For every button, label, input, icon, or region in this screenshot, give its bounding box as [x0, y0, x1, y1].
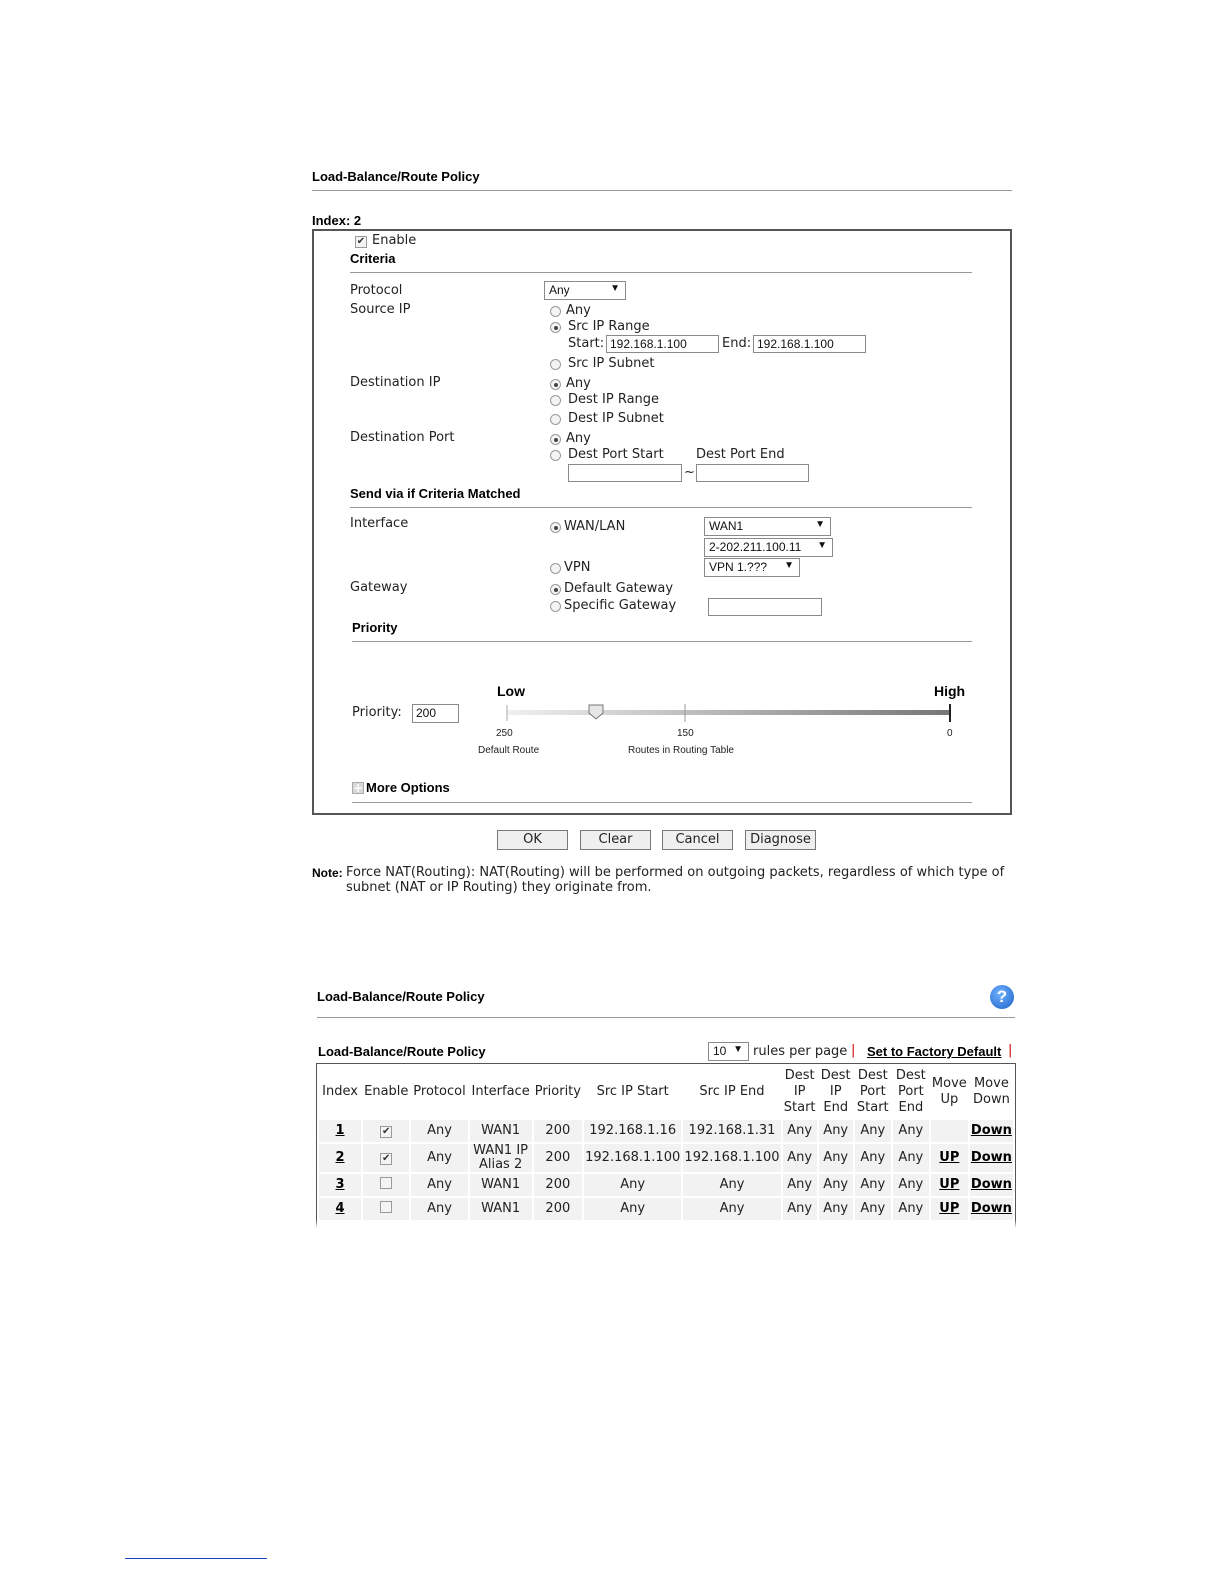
row-move-down-link[interactable]: Down — [970, 1177, 1012, 1192]
vpn-label: VPN — [564, 560, 591, 575]
row-port-start: Any — [855, 1120, 891, 1142]
col-dest-port-end: Dest Port End — [895, 1068, 926, 1115]
col-dest-port-start: Dest Port Start — [856, 1068, 889, 1115]
col-priority: Priority — [534, 1084, 581, 1099]
port-any-label: Any — [566, 431, 591, 446]
row-interface: WAN1 — [470, 1198, 532, 1220]
list-subtitle: Load-Balance/Route Policy — [318, 1044, 486, 1059]
row-move-down-link[interactable]: Down — [970, 1150, 1012, 1165]
diagnose-button[interactable]: Diagnose — [745, 830, 816, 850]
col-src-ip-start: Src IP Start — [596, 1084, 669, 1099]
wan-select-value: WAN1 — [709, 519, 744, 533]
enable-checkbox[interactable]: ✔ — [356, 236, 366, 247]
port-start-input[interactable] — [568, 464, 682, 482]
note-line-1: Force NAT(Routing): NAT(Routing) will be performed on outgoing packets, regardless of which type of — [346, 865, 1005, 880]
specific-gateway-input[interactable] — [708, 598, 822, 616]
dest-any-label: Any — [566, 376, 591, 391]
dest-port-label: Destination Port — [350, 430, 455, 445]
protocol-label: Protocol — [350, 283, 403, 298]
send-via-heading: Send via if Criteria Matched — [350, 486, 521, 501]
rules-per-page-label: rules per page — [753, 1044, 848, 1059]
row-port-end: Any — [893, 1144, 929, 1172]
row-src-start: 192.168.1.16 — [584, 1120, 681, 1142]
default-gateway-label: Default Gateway — [564, 581, 674, 596]
interface-label: Interface — [350, 516, 409, 531]
row-dst-start: Any — [783, 1174, 817, 1196]
row-enable-checkbox[interactable] — [380, 1177, 392, 1189]
row-protocol: Any — [411, 1174, 467, 1196]
note-label: Note: — [312, 866, 343, 880]
end-label: End: — [722, 336, 752, 351]
col-index: Index — [322, 1084, 358, 1099]
index-label: Index: 2 — [312, 213, 362, 228]
src-subnet-label: Src IP Subnet — [568, 356, 655, 371]
src-any-label: Any — [566, 303, 591, 318]
note-line-2: subnet (NAT or IP Routing) they originate from. — [346, 880, 652, 895]
row-src-end: Any — [683, 1198, 780, 1220]
row-enable-checkbox[interactable]: ✔ — [382, 1153, 391, 1164]
dropdown-arrow-icon: ▼ — [815, 519, 825, 530]
dest-range-radio[interactable] — [550, 395, 561, 406]
wan-lan-label: WAN/LAN — [564, 519, 626, 534]
dest-range-label: Dest IP Range — [568, 392, 660, 407]
row-protocol: Any — [411, 1144, 467, 1172]
dest-subnet-radio[interactable] — [550, 414, 561, 425]
rules-table — [317, 1064, 1015, 1222]
row-protocol: Any — [411, 1198, 467, 1220]
row-move-down-link[interactable]: Down — [970, 1201, 1012, 1216]
vpn-select-value: VPN 1.??? — [709, 560, 768, 574]
row-index-link[interactable]: 2 — [335, 1150, 345, 1165]
row-enable-checkbox[interactable]: ✔ — [382, 1126, 391, 1137]
send-via-divider — [350, 507, 972, 508]
port-range-radio[interactable] — [550, 450, 561, 461]
row-dst-end: Any — [819, 1174, 853, 1196]
port-end-label: Dest Port End — [696, 447, 785, 462]
col-protocol: Protocol — [413, 1084, 466, 1099]
row-dst-end: Any — [819, 1198, 853, 1220]
row-src-end: 192.168.1.31 — [683, 1120, 780, 1142]
src-range-label: Src IP Range — [568, 319, 650, 334]
factory-default-link[interactable]: Set to Factory Default — [867, 1044, 1002, 1059]
row-priority: 200 — [534, 1120, 582, 1142]
source-ip-label: Source IP — [350, 302, 411, 317]
list-title-divider — [317, 1017, 1015, 1018]
plus-icon[interactable]: + — [353, 781, 364, 795]
criteria-divider — [350, 272, 972, 273]
priority-slider[interactable] — [500, 700, 960, 730]
default-gateway-radio[interactable] — [550, 584, 561, 595]
port-start-label: Dest Port Start — [568, 447, 664, 462]
form-title: Load-Balance/Route Policy — [312, 169, 480, 184]
dest-ip-label: Destination IP — [350, 375, 441, 390]
row-port-end: Any — [893, 1120, 929, 1142]
footer-rule — [125, 1558, 267, 1559]
more-options-divider — [352, 802, 972, 803]
src-start-input[interactable]: 192.168.1.100 — [606, 335, 719, 353]
dropdown-arrow-icon: ▼ — [610, 283, 620, 294]
row-dst-start: Any — [783, 1144, 817, 1172]
row-move-up-link[interactable]: UP — [939, 1177, 960, 1192]
col-move-up: Move Up — [931, 1076, 967, 1107]
enable-label: Enable — [372, 233, 417, 248]
separator-2: | — [1008, 1043, 1013, 1058]
col-enable: Enable — [364, 1084, 409, 1099]
slider-low-label: Low — [497, 683, 525, 699]
table-header-row — [319, 1066, 1013, 1118]
row-priority: 200 — [534, 1174, 582, 1196]
col-dest-ip-end: Dest IP End — [820, 1068, 851, 1115]
more-options-link[interactable]: More Options — [366, 780, 450, 795]
src-range-radio[interactable] — [550, 322, 561, 333]
port-end-input[interactable] — [696, 464, 809, 482]
table-fade — [316, 1220, 1016, 1228]
clear-button[interactable]: Clear — [580, 830, 651, 850]
row-priority: 200 — [534, 1144, 582, 1172]
vpn-radio[interactable] — [550, 563, 561, 574]
row-dst-start: Any — [783, 1198, 817, 1220]
row-src-start: Any — [584, 1174, 681, 1196]
priority-heading: Priority — [352, 620, 398, 635]
separator-1: | — [851, 1043, 856, 1058]
row-src-end: 192.168.1.100 — [683, 1144, 780, 1172]
ip-alias-select[interactable] — [704, 538, 833, 557]
priority-divider — [352, 641, 972, 642]
row-index-link[interactable]: 3 — [335, 1177, 345, 1192]
rules-per-page-value: 10 — [713, 1044, 727, 1058]
criteria-heading: Criteria — [350, 251, 396, 266]
vpn-select[interactable] — [704, 558, 800, 577]
tick-150: 150 — [677, 728, 694, 739]
wan-lan-radio[interactable] — [550, 522, 561, 533]
row-src-start: 192.168.1.100 — [584, 1144, 681, 1172]
row-move-down-link[interactable]: Down — [970, 1123, 1012, 1138]
row-src-start: Any — [584, 1198, 681, 1220]
row-port-start: Any — [855, 1198, 891, 1220]
row-enable-checkbox[interactable] — [380, 1201, 392, 1213]
row-interface: WAN1 IP Alias 2 — [470, 1144, 532, 1172]
dest-subnet-label: Dest IP Subnet — [568, 411, 664, 426]
rules-per-page-select[interactable] — [708, 1042, 749, 1061]
tick-250: 250 — [496, 728, 513, 739]
routes-in-table-label: Routes in Routing Table — [628, 745, 734, 756]
row-interface: WAN1 — [470, 1174, 532, 1196]
col-move-down: Move Down — [972, 1076, 1010, 1107]
slider-thumb — [589, 705, 603, 719]
cancel-button[interactable]: Cancel — [662, 830, 733, 850]
table-row — [319, 1198, 1013, 1220]
src-end-input[interactable]: 192.168.1.100 — [753, 335, 866, 353]
protocol-select[interactable] — [544, 281, 626, 300]
specific-gateway-label: Specific Gateway — [564, 598, 677, 613]
start-label: Start: — [568, 336, 605, 351]
tick-0: 0 — [947, 728, 953, 739]
dropdown-arrow-icon: ▼ — [784, 560, 794, 571]
gateway-label: Gateway — [350, 580, 408, 595]
help-icon[interactable]: ? — [990, 985, 1014, 1009]
row-move-up-link[interactable]: UP — [939, 1150, 960, 1165]
col-interface: Interface — [471, 1084, 530, 1099]
specific-gateway-radio[interactable] — [550, 601, 561, 612]
row-src-end: Any — [683, 1174, 780, 1196]
ok-button[interactable]: OK — [497, 830, 568, 850]
dropdown-arrow-icon: ▼ — [817, 540, 827, 551]
row-dst-start: Any — [783, 1120, 817, 1142]
table-row — [319, 1174, 1013, 1196]
row-dst-end: Any — [819, 1144, 853, 1172]
row-port-start: Any — [855, 1144, 891, 1172]
priority-input[interactable]: 200 — [412, 704, 459, 723]
port-tilde: ~ — [684, 465, 695, 480]
col-src-ip-end: Src IP End — [699, 1084, 765, 1099]
ip-alias-select-value: 2-202.211.100.11 — [709, 540, 802, 554]
src-any-radio[interactable] — [550, 306, 561, 317]
default-route-label: Default Route — [478, 745, 540, 756]
dropdown-arrow-icon: ▼ — [733, 1044, 743, 1055]
dest-any-radio[interactable] — [550, 379, 561, 390]
list-title: Load-Balance/Route Policy — [317, 989, 485, 1004]
protocol-select-value: Any — [549, 283, 570, 297]
row-protocol: Any — [411, 1120, 467, 1142]
port-any-radio[interactable] — [550, 434, 561, 445]
slider-high-label: High — [934, 683, 966, 699]
wan-select[interactable] — [704, 517, 831, 536]
priority-label: Priority: — [352, 705, 402, 720]
row-priority: 200 — [534, 1198, 582, 1220]
row-index-link[interactable]: 1 — [335, 1123, 345, 1138]
row-index-link[interactable]: 4 — [335, 1201, 345, 1216]
row-port-start: Any — [855, 1174, 891, 1196]
src-subnet-radio[interactable] — [550, 359, 561, 370]
priority-slider-track — [500, 700, 960, 730]
row-interface: WAN1 — [470, 1120, 532, 1142]
row-dst-end: Any — [819, 1120, 853, 1142]
table-row — [319, 1120, 1013, 1142]
row-move-up-link[interactable]: UP — [939, 1201, 960, 1216]
row-port-end: Any — [893, 1198, 929, 1220]
title-divider — [312, 190, 1012, 191]
row-port-end: Any — [893, 1174, 929, 1196]
col-dest-ip-start: Dest IP Start — [783, 1068, 816, 1115]
table-row — [319, 1144, 1013, 1172]
